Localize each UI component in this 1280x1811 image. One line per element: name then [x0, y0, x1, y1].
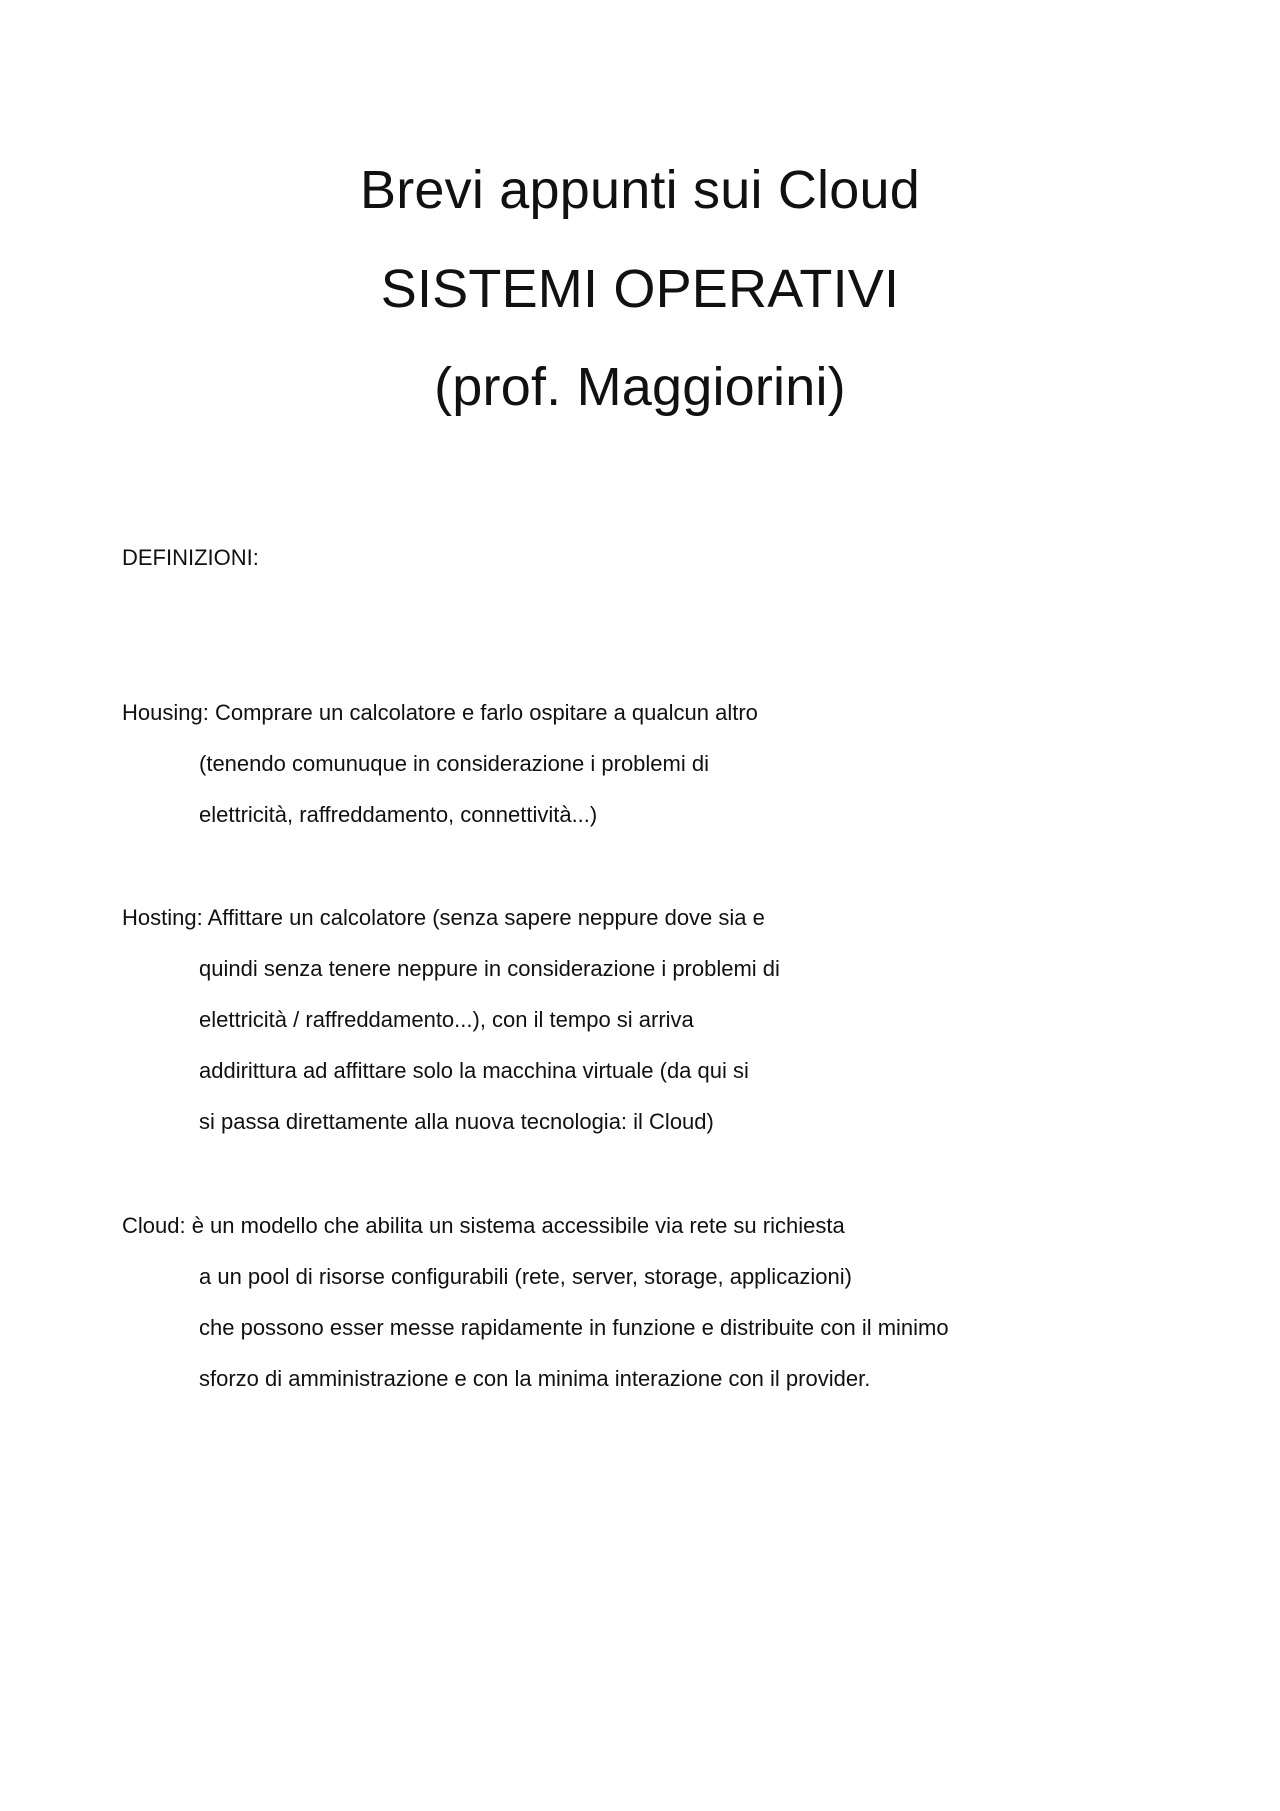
definition-line: che possono esser messe rapidamente in funzione e distribuite con il minimo	[199, 1315, 949, 1340]
definition-line: elettricità / raffreddamento...), con il tempo si arriva	[199, 1007, 694, 1032]
definition-line: quindi senza tenere neppure in considerazione i problemi di	[199, 956, 780, 981]
title-line-2: SISTEMI OPERATIVI	[380, 259, 900, 319]
definition-line: Housing: Comprare un calcolatore e farlo ospitare a qualcun altro	[122, 700, 758, 725]
definition-line: elettricità, raffreddamento, connettività...)	[199, 802, 598, 827]
definition-line: a un pool di risorse configurabili (rete, server, storage, applicazioni)	[199, 1264, 852, 1289]
definition-line: Cloud: è un modello che abilita un sistema accessibile via rete su richiesta	[122, 1213, 845, 1238]
definition-line: addirittura ad affittare solo la macchina virtuale (da qui si	[199, 1058, 749, 1083]
definition-line: sforzo di amministrazione e con la minima interazione con il provider.	[199, 1366, 871, 1391]
title-line-3: (prof. Maggiorini)	[434, 357, 846, 417]
title-line-1: Brevi appunti sui Cloud	[360, 160, 920, 220]
definition-line: (tenendo comunuque in considerazione i problemi di	[199, 751, 709, 776]
definition-line: si passa direttamente alla nuova tecnologia: il Cloud)	[199, 1109, 714, 1134]
section-label: DEFINIZIONI:	[122, 545, 259, 570]
definition-line: Hosting: Affittare un calcolatore (senza sapere neppure dove sia e	[122, 905, 765, 930]
